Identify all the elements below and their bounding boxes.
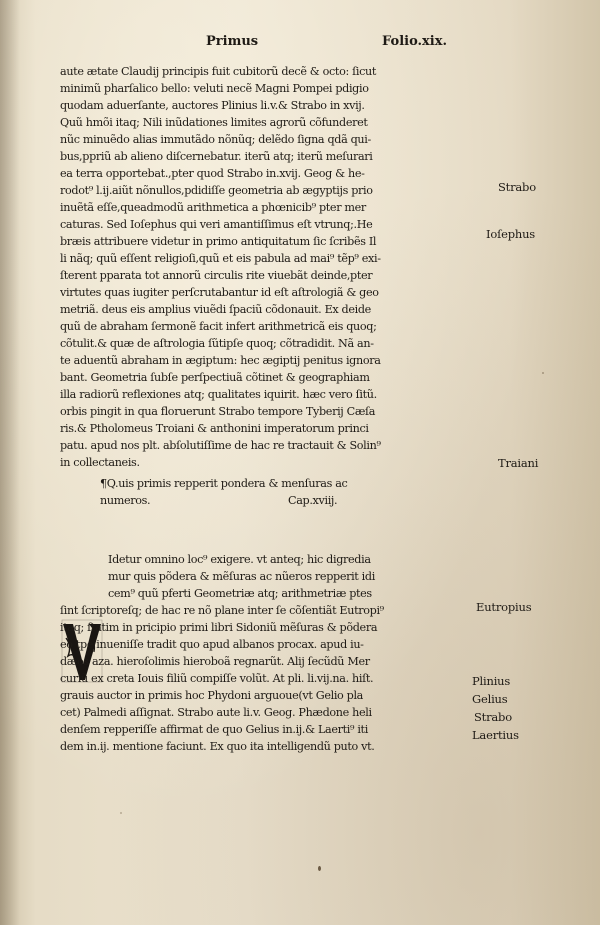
text-line: inuẽtã eſſe,queadmodũ arithmetica a phœnicib⁹ pter mer bbox=[60, 201, 366, 214]
running-header bbox=[0, 34, 600, 54]
text-line: ris.& Ptholomeus Troiani & anthonini imperatorum princi bbox=[60, 422, 369, 435]
text-line: cem⁹ quũ pferti Geometriæ atq; arithmetriæ ptes bbox=[108, 587, 372, 600]
text-line: curiũ ex creta Iouis filiũ compiſſe volũt. At pli. li.vij.na. hiſt. bbox=[60, 672, 374, 685]
text-line: caturas. Sed Ioſephus qui veri amantiſſimus eſt vtrunq;.He bbox=[60, 218, 373, 231]
text-line: dem in.ij. mentione faciunt. Ex quo ita intelligendũ puto vt. bbox=[60, 740, 375, 753]
margin-note-iosephus: Ioſephus bbox=[486, 227, 536, 241]
text-line: orbis pingit in qua floruerunt Strabo tempore Tyberij Cæſa bbox=[60, 405, 376, 418]
text-line: bræis attribuere videtur in primo antiquitatum ſic ſcribẽs Il bbox=[60, 235, 377, 248]
margin-note-plinius: Plinius bbox=[472, 674, 511, 688]
margin-note-traiani: Traiani bbox=[498, 456, 539, 470]
chapter-number: Cap.xviij. bbox=[288, 494, 338, 507]
margin-note-eutropius: Eutropius bbox=[476, 600, 532, 614]
text-line: quũ de abraham ſermonẽ facit infert arithmetricã eis quoq; bbox=[60, 320, 377, 333]
text-line: li nãq; quũ eſſent religioſi,quũ et eis pabula ad mai⁹ tẽp⁹ exi- bbox=[60, 252, 381, 265]
margin-note-gelius: Gelius bbox=[472, 692, 508, 706]
text-line: Quũ hmõi itaq; Nili inũdationes limites agrorũ cõfunderet bbox=[60, 116, 368, 129]
text-line: grauis auctor in primis hoc Phydoni arguoue(vt Gelio pla bbox=[60, 689, 363, 702]
text-line: illa radiorũ reflexiones atq; qualitates iquirit. hæc vero ſitũ. bbox=[60, 388, 377, 401]
text-line: ſint ſcriptoreſq; de hac re nõ plane inter ſe cõſentiãt Eutropi⁹ bbox=[60, 604, 384, 617]
text-line: rodot⁹ l.ij.aiũt nõnullos,pdidiſſe geometria ab ægyptijs prio bbox=[60, 184, 373, 197]
binding-shadow bbox=[0, 0, 20, 925]
folio-number: Folio.xix. bbox=[382, 34, 447, 49]
text-line: mur quis põdera & mẽſuras ac nũeros repperit idi bbox=[108, 570, 375, 583]
paper-speck bbox=[120, 812, 122, 814]
text-line: minimũ pharſalico bello: veluti necẽ Magni Pompei pdigio bbox=[60, 82, 369, 95]
text-line: eo tpe inueniſſe tradit quo apud albanos procax. apud iu- bbox=[60, 638, 364, 651]
text-line: metriã. deus eis amplius viuẽdi ſpaciũ cõdonauit. Ex deide bbox=[60, 303, 371, 316]
header-left: Primus bbox=[206, 34, 259, 49]
text-line: nũc minuẽdo alias immutãdo nõnũq; delẽdo ſigna qdã qui- bbox=[60, 133, 371, 146]
text-line: dæos aza. hieroſolimis hieroboã regnarũt. Alij ſecũdũ Mer bbox=[60, 655, 370, 668]
text-line: ea terra opportebat.,pter quod Strabo in.xvij. Geog & he- bbox=[60, 167, 365, 180]
paper-speck bbox=[318, 866, 321, 871]
text-line: denſem repperiſſe affirmat de quo Gelius in.ij.& Laerti⁹ iti bbox=[60, 723, 368, 736]
text-line: cet) Palmedi aſſignat. Strabo aute li.v. Geog. Phædone heli bbox=[60, 706, 372, 719]
text-line: quodam aduerſante, auctores Plinius li.v.& Strabo in xvij. bbox=[60, 99, 365, 112]
text-line: ſterent pparata tot annorũ circulis rite viuebãt deinde,pter bbox=[60, 269, 373, 282]
text-line: bus,ppriũ ab alieno diſcernebatur. iterũ atq; iterũ meſurari bbox=[60, 150, 373, 163]
text-line: aute ætate Claudij principis fuit cubitorũ decẽ & octo: ſicut bbox=[60, 65, 377, 78]
margin-note-laertius: Laertius bbox=[472, 728, 519, 742]
text-line: Idetur omnino loc⁹ exigere. vt anteq; hic digredia bbox=[108, 553, 371, 566]
text-line: virtutes quas iugiter perſcrutabantur id eſt aſtrologiã & geo bbox=[60, 286, 379, 299]
chapter-heading-line2: numeros. bbox=[100, 494, 151, 507]
text-line: itaq; ſtatim in pricipio primi libri Sidoniũ mẽſuras & põdera bbox=[60, 621, 378, 634]
text-line: patu. apud nos plt. abſolutiſſime de hac re tractauit & Solin⁹ bbox=[60, 439, 381, 452]
text-line: cõtulit.& quæ de aſtrologia ſũtipſe quoq; cõtradidit. Nã an- bbox=[60, 337, 374, 350]
chapter-heading-line1: ¶Q.uis primis repperit pondera & menſuras ac bbox=[100, 477, 348, 490]
margin-note-strabo: Strabo bbox=[498, 180, 536, 194]
text-line: te aduentũ abraham in ægiptum: hec ægiptij penitus ignora bbox=[60, 354, 381, 367]
text-line: in collectaneis. bbox=[60, 456, 140, 469]
text-line: bant. Geometria ſubſe perſpectiuã cõtinet & geographiam bbox=[60, 371, 370, 384]
paper-speck bbox=[542, 372, 544, 374]
margin-note-strabo-2: Strabo bbox=[474, 710, 512, 724]
